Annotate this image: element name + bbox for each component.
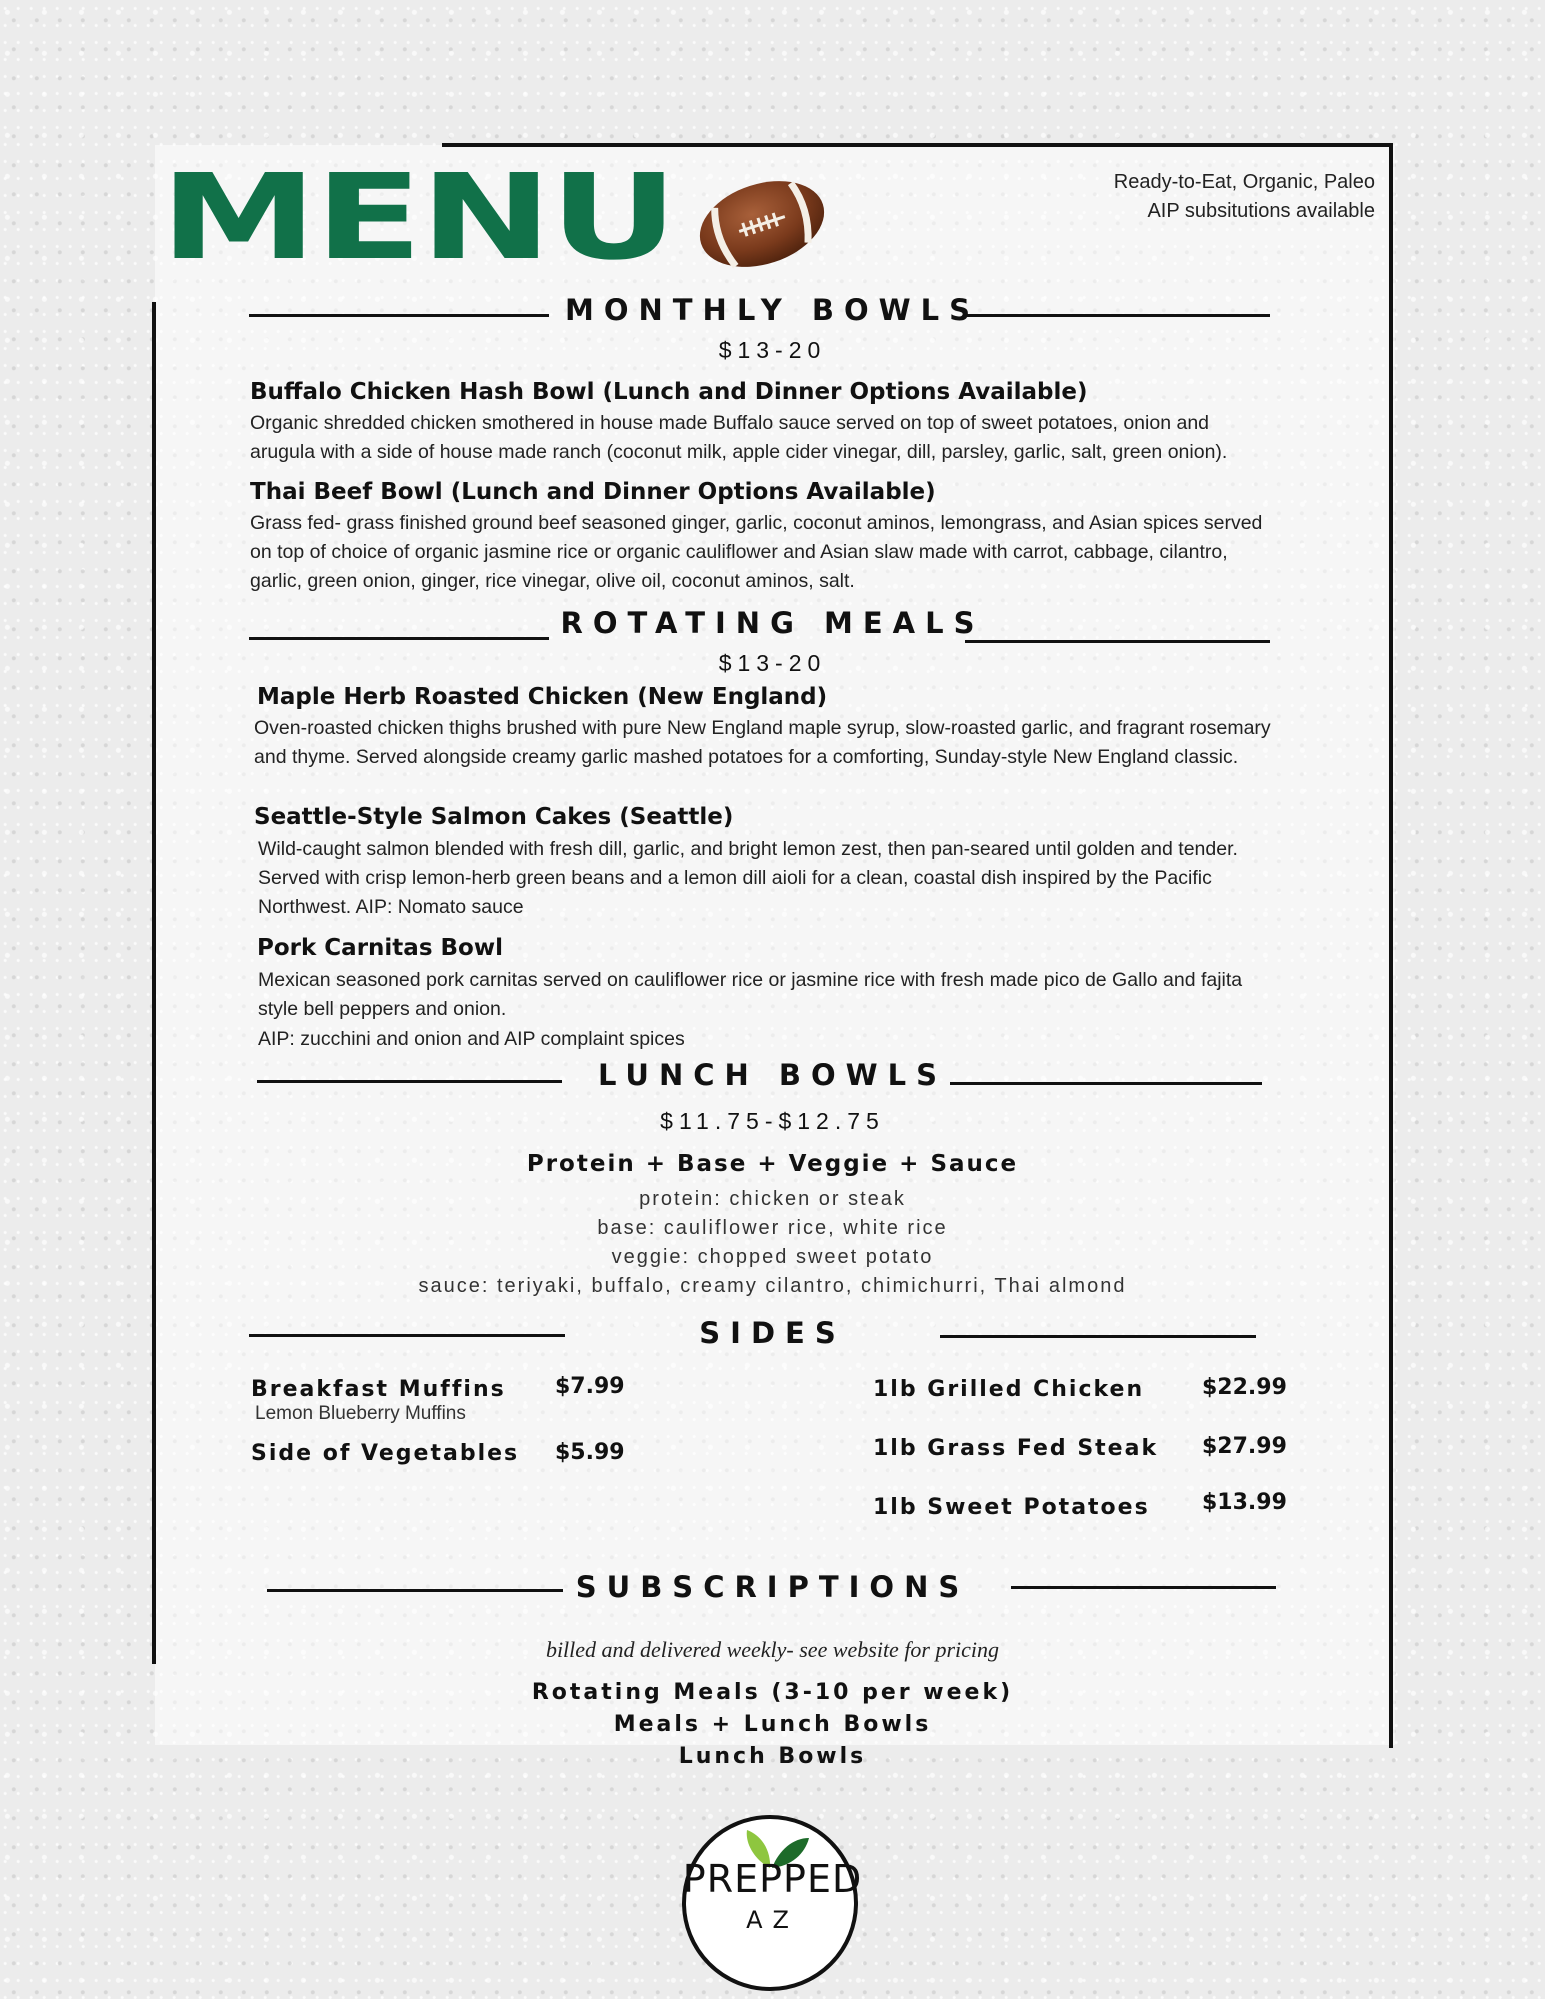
subscription-option: Rotating Meals (3-10 per week) <box>531 1680 1014 1705</box>
rotating-item-title: Pork Carnitas Bowl <box>257 935 503 961</box>
section-title-monthly-bowls: MONTHLY BOWLS <box>564 293 980 327</box>
football-icon <box>694 172 830 276</box>
lunch-bowls-formula: Protein + Base + Veggie + Sauce <box>526 1151 1019 1177</box>
side-item-price: $27.99 <box>1202 1434 1287 1459</box>
tagline-line2: AIP subsitutions available <box>1147 200 1375 222</box>
rotating-item-title: Maple Herb Roasted Chicken (New England) <box>257 684 828 710</box>
tagline-line1: Ready-to-Eat, Organic, Paleo <box>1113 171 1375 193</box>
subscriptions-note: billed and delivered weekly- see website for pricing <box>545 1637 1000 1662</box>
frame-left-line <box>152 302 156 1664</box>
lunch-bowls-option: sauce: teriyaki, buffalo, creamy cilantro, chimichurri, Thai almond <box>418 1275 1127 1297</box>
menu-heading: MENU <box>160 148 676 286</box>
side-item-name: Side of Vegetables <box>251 1441 520 1466</box>
monthly-item-title: Buffalo Chicken Hash Bowl (Lunch and Dinner Options Available) <box>250 379 1088 405</box>
brand-logo <box>675 1808 865 1998</box>
side-item-name: Breakfast Muffins <box>251 1377 506 1402</box>
brand-name: PREPPED <box>682 1857 863 1901</box>
monthly-item-desc: Grass fed- grass finished ground beef seasoned ginger, garlic, coconut aminos, lemongrass, and Asian spices served on top of choice of organic jasmine rice or organic cauliflower and Asian slaw made with carrot, cabbage, cilantro, garlic, green onion, ginger, rice vinegar, olive oil, coconut aminos, salt. <box>250 512 1263 592</box>
monthly-item-title: Thai Beef Bowl (Lunch and Dinner Options Available) <box>250 479 936 505</box>
side-item-name: 1lb Grass Fed Steak <box>873 1436 1159 1461</box>
lunch-bowls-price: $11.75-$12.75 <box>660 1108 885 1134</box>
lunch-bowls-option: base: cauliflower rice, white rice <box>597 1217 948 1239</box>
section-title-rotating-meals: ROTATING MEALS <box>560 606 985 640</box>
rotating-item-title: Seattle-Style Salmon Cakes (Seattle) <box>254 804 734 830</box>
lunch-bowls-option: veggie: chopped sweet potato <box>611 1246 934 1268</box>
rotating-item-desc: Wild-caught salmon blended with fresh dill, garlic, and bright lemon zest, then pan-seared until golden and tender. Served with crisp lemon-herb green beans and a lemon dill aioli for a clean, coastal dish inspired by the Pacific Northwest. AIP: Nomato sauce <box>258 838 1238 918</box>
rotating-meals-price: $13-20 <box>718 650 827 676</box>
subscription-option: Meals + Lunch Bowls <box>613 1712 932 1737</box>
rotating-item-note: AIP: zucchini and onion and AIP complaint spices <box>258 1028 685 1050</box>
side-item-price: $13.99 <box>1202 1490 1287 1515</box>
side-item-price: $22.99 <box>1202 1375 1287 1400</box>
section-rule-right <box>965 640 1270 643</box>
frame-top-line <box>442 143 1393 147</box>
subscription-option: Lunch Bowls <box>678 1744 867 1769</box>
side-item-price: $7.99 <box>555 1374 625 1399</box>
rotating-item-desc: Oven-roasted chicken thighs brushed with pure New England maple syrup, slow-roasted garlic, and fragrant rosemary and thyme. Served alongside creamy garlic mashed potatoes for a comforting, Sunday-style New England classic. <box>254 717 1271 768</box>
monthly-bowls-price: $13-20 <box>718 337 827 363</box>
side-item-subtitle: Lemon Blueberry Muffins <box>255 1403 466 1424</box>
side-item-price: $5.99 <box>555 1440 625 1465</box>
rotating-item-desc: Mexican seasoned pork carnitas served on cauliflower rice or jasmine rice with fresh made pico de Gallo and fajita style bell peppers and onion. <box>258 969 1243 1020</box>
section-title-lunch-bowls: LUNCH BOWLS <box>597 1058 948 1092</box>
tagline <box>1114 168 1375 226</box>
monthly-item-desc: Organic shredded chicken smothered in house made Buffalo sauce served on top of sweet potatoes, onion and arugula with a side of house made ranch (coconut milk, apple cider vinegar, dill, parsley, garlic, salt, green onion). <box>250 412 1228 463</box>
brand-location: AZ <box>746 1906 799 1934</box>
side-item-name: 1lb Grilled Chicken <box>873 1377 1145 1402</box>
lunch-bowls-option: protein: chicken or steak <box>639 1188 906 1210</box>
frame-right-line <box>1389 143 1393 1748</box>
side-item-name: 1lb Sweet Potatoes <box>873 1495 1150 1520</box>
section-title-subscriptions: SUBSCRIPTIONS <box>575 1570 970 1604</box>
section-title-sides: SIDES <box>699 1316 846 1350</box>
